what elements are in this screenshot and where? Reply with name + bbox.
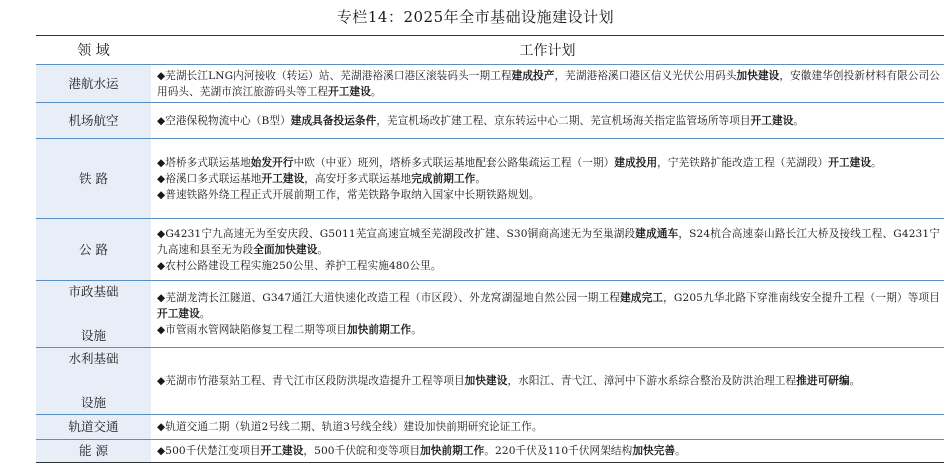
row-category: 市政基础 设施 [36, 281, 151, 348]
row-category: 水利基础 设施 [36, 348, 151, 415]
header-domain: 领 域 [36, 36, 151, 65]
row-plan-items [151, 281, 944, 348]
table-row [36, 415, 944, 440]
row-category: 能 源 [36, 440, 151, 463]
row-category: 铁 路 [36, 139, 151, 219]
plan-item: ◆裕溪口多式联运基地开工建设，高安圩多式联运基地完成前期工作。 [157, 172, 487, 185]
plan-item: ◆农村公路建设工程实施250公里、养护工程实施480公里。 [157, 259, 442, 272]
plan-item: ◆塔桥多式联运基地始发开行中欧（中亚）班列，塔桥多式联运基地配套公路集疏运工程（一期）建成投用，宁芜铁路扩能改造工程（芜湖段）开工建设。 [157, 156, 882, 169]
plan-item: ◆芜湖长江LNG内河接收（转运）站、芜湖港裕溪口港区滚装码头一期工程建成投产，芜湖港裕溪口港区信义光伏公用码头加快建设，安徽建华创投新材料有限公司公用码头、芜湖市滨江旅游码头等工程开工建设。 [157, 69, 940, 98]
row-category: 港航水运 [36, 65, 151, 103]
plan-item: ◆轨道交通二期（轨道2号线二期、轨道3号线全线）建设加快前期研究论证工作。 [157, 421, 543, 433]
row-category: 轨道交通 [36, 415, 151, 440]
table-row [36, 348, 944, 415]
plan-item: ◆普速铁路外绕工程正式开展前期工作，常芜铁路争取纳入国家中长期铁路规划。 [157, 188, 540, 201]
table-row [36, 219, 944, 281]
row-plan-items [151, 440, 944, 463]
plan-item: ◆500千伏楚江变项目开工建设，500千伏皖和变等项目加快前期工作。220千伏及110千伏网架结构加快完善。 [157, 445, 686, 457]
plan-table [36, 35, 944, 463]
plan-item: ◆G4231宁九高速无为至安庆段、G5011芜宣高速宣城至芜湖段改扩建、S30铜商高速无为至巢湖段建成通车，S24杭合高速泰山路长江大桥及接线工程、G4231宁九高速和县至无为段全面加快建设。 [157, 227, 940, 256]
table-row [36, 440, 944, 463]
table-header-row [36, 36, 944, 65]
table-row [36, 139, 944, 219]
row-category: 机场航空 [36, 103, 151, 139]
plan-item: ◆空港保税物流中心（B型）建成具备投运条件，芜宣机场改扩建工程、京东转运中心二期、芜宣机场海关指定监管场所等项目开工建设。 [157, 114, 805, 127]
table-row [36, 65, 944, 103]
row-plan-items [151, 139, 944, 219]
plan-item: ◆芜湖市竹港泵站工程、青弋江市区段防洪堤改造提升工程等项目加快建设，水阳江、青弋江、漳河中下游水系综合整治及防洪治理工程推进可研编。 [157, 375, 861, 387]
row-plan-items [151, 103, 944, 139]
row-category: 公 路 [36, 219, 151, 281]
table-row [36, 281, 944, 348]
plan-body [36, 65, 944, 463]
plan-item: ◆芜湖龙湾长江隧道、G347通江大道快速化改造工程（市区段）、外龙窝湖湿地自然公园一期工程建成完工，G205九华北路下穿淮南线安全提升工程（一期）等项目开工建设。 [157, 292, 940, 320]
table-row [36, 103, 944, 139]
row-plan-items [151, 415, 944, 440]
row-plan-items [151, 219, 944, 281]
row-plan-items [151, 65, 944, 103]
row-plan-items [151, 348, 944, 415]
page-title: 专栏14：2025年全市基础设施建设计划 [336, 8, 615, 26]
plan-item: ◆市管雨水管网缺陷修复工程二期等项目加快前期工作。 [157, 324, 422, 336]
header-plan: 工作计划 [151, 36, 944, 65]
